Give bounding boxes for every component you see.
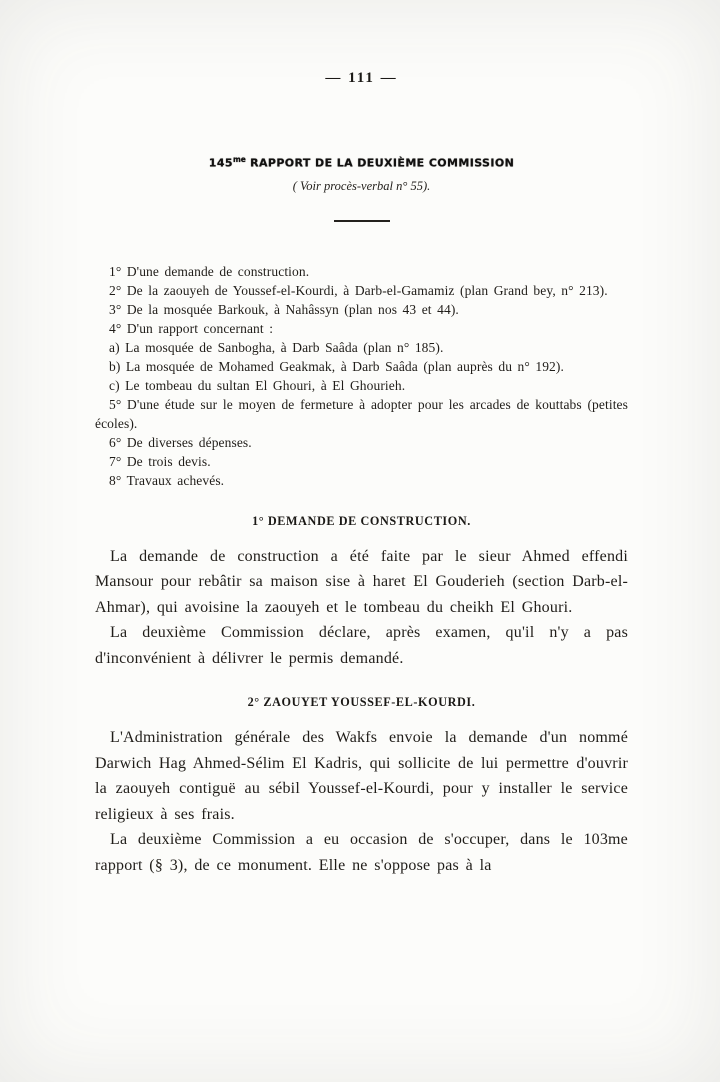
agenda-item: c) Le tombeau du sultan El Ghouri, à El Ghourieh. [109, 377, 406, 393]
report-title-text: RAPPORT DE LA DEUXIÈME COMMISSION [245, 156, 515, 170]
report-subtitle: ( Voir procès-verbal n° 55). [292, 178, 431, 193]
report-number-superscript: me [232, 155, 246, 164]
agenda-item: b) La mosquée de Mohamed Geakmak, à Darb Saâda (plan auprès du n° 192). [109, 358, 564, 374]
body-paragraph: La deuxième Commission a eu occasion de s'occuper, dans le 103me rapport (§ 3), de ce monument. Elle ne s'oppose pas à la [95, 831, 628, 874]
agenda-item: 7° De trois devis. [109, 453, 211, 469]
report-number: 145 [208, 156, 233, 170]
agenda-item: 3° De la mosquée Barkouk, à Nahâssyn (plan nos 43 et 44). [109, 301, 459, 317]
report-title [95, 155, 628, 170]
agenda-item: 1° D'une demande de construction. [109, 263, 310, 279]
agenda-item: 8° Travaux achevés. [109, 472, 225, 488]
agenda-item: 5° D'une étude sur le moyen de fermeture à adopter pour les arcades de kouttabs (petites écoles). [95, 396, 628, 431]
section-heading: 1° DEMANDE DE CONSTRUCTION. [252, 513, 471, 528]
agenda-list [95, 262, 628, 490]
report-sections [95, 514, 628, 879]
page-number: — 111 — [325, 70, 398, 86]
agenda-item: a) La mosquée de Sanbogha, à Darb Saâda (plan n° 185). [109, 339, 444, 355]
agenda-item: 2° De la zaouyeh de Youssef-el-Kourdi, à Darb-el-Gamamiz (plan Grand bey, n° 213). [109, 282, 608, 298]
agenda-item: 6° De diverses dépenses. [109, 434, 252, 450]
separator-rule [334, 220, 390, 222]
section-heading: 2° ZAOUYET YOUSSEF-EL-KOURDI. [247, 695, 476, 710]
body-paragraph: La demande de construction a été faite par le sieur Ahmed effendi Mansour pour rebâtir sa maison sise à haret El Gouderieh (section Darb-el-Ahmar), qui avoisine la zaouyeh et le tombeau du cheikh El Ghouri. [95, 547, 628, 616]
body-paragraph: L'Administration générale des Wakfs envoie la demande d'un nommé Darwich Hag Ahmed-Sélim El Kadris, qui sollicite de lui permettre d'ouvrir la zaouyeh contiguë au sébil Youssef-el-Kourdi, pour y installer le service religieux à ses frais. [95, 729, 628, 823]
agenda-item: 4° D'un rapport concernant : [109, 320, 274, 336]
body-paragraph: La deuxième Commission déclare, après examen, qu'il n'y a pas d'inconvénient à délivrer le permis demandé. [95, 624, 628, 667]
